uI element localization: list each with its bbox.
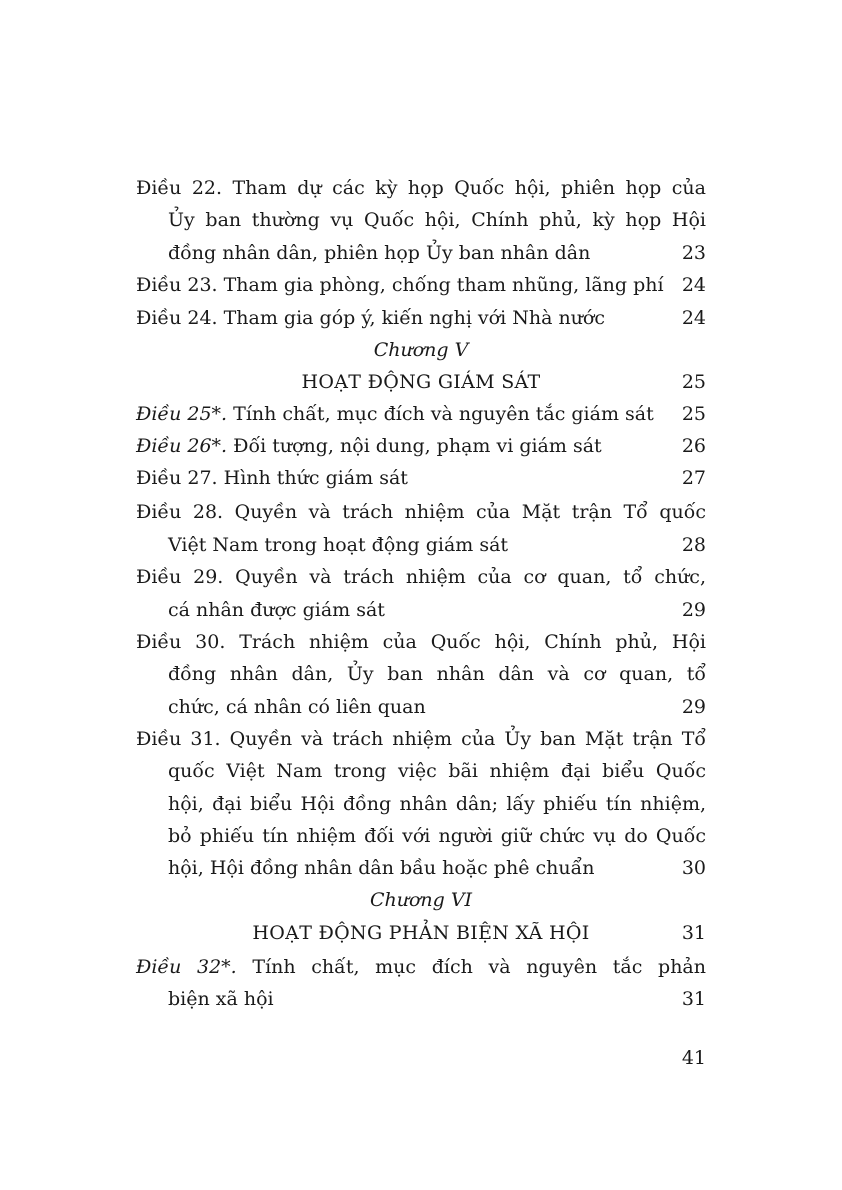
chapter-6-title: HOẠT ĐỘNG PHẢN BIỆN XÃ HỘI 31 bbox=[136, 917, 706, 949]
toc-entry-24: Điều 24. Tham gia góp ý, kiến nghị với Nhà nước 24 bbox=[136, 302, 706, 334]
toc-entry-30-line-2: đồng nhân dân, Ủy ban nhân dân và cơ quan, tổ bbox=[168, 663, 706, 685]
page-number: 31 bbox=[681, 922, 706, 944]
toc-entry-22-line-3: đồng nhân dân, phiên họp Ủy ban nhân dân 23 bbox=[168, 237, 706, 269]
toc-entry-22-line-2: Ủy ban thường vụ Quốc hội, Chính phủ, kỳ họp Hội bbox=[168, 209, 706, 231]
page-folio: 41 bbox=[681, 1047, 706, 1069]
toc-entry-26: Điều 26*. Đối tượng, nội dung, phạm vi giám sát 26 bbox=[136, 430, 706, 462]
toc-entry-28-line-2: Việt Nam trong hoạt động giám sát 28 bbox=[168, 529, 706, 561]
toc-entry-29-line-2: cá nhân được giám sát 29 bbox=[168, 594, 706, 626]
chapter-6-label: Chương VI bbox=[369, 889, 473, 911]
page-number: 25 bbox=[681, 403, 706, 425]
page-number: 31 bbox=[681, 988, 706, 1010]
toc-entry-31-line-3: hội, đại biểu Hội đồng nhân dân; lấy phiếu tín nhiệm, bbox=[168, 793, 706, 815]
toc-entry-25: Điều 25*. Tính chất, mục đích và nguyên tắc giám sát 25 bbox=[136, 398, 706, 430]
toc-entry-27: Điều 27. Hình thức giám sát 27 bbox=[136, 462, 706, 494]
chapter-5-label: Chương V bbox=[373, 339, 469, 361]
toc-entry-31-line-1: Điều 31. Quyền và trách nhiệm của Ủy ban Mặt trận Tổ bbox=[136, 728, 706, 750]
page-number: 23 bbox=[681, 242, 706, 264]
toc-entry-31-line-2: quốc Việt Nam trong việc bãi nhiệm đại biểu Quốc bbox=[168, 760, 706, 782]
toc-entry-28-line-1: Điều 28. Quyền và trách nhiệm của Mặt trận Tổ quốc bbox=[136, 501, 706, 523]
toc-entry-22-line-1: Điều 22. Tham dự các kỳ họp Quốc hội, phiên họp của bbox=[136, 177, 706, 199]
page-number: 26 bbox=[681, 435, 706, 457]
toc-entry-31-line-4: bỏ phiếu tín nhiệm đối với người giữ chức vụ do Quốc bbox=[168, 825, 706, 847]
toc-entry-29-line-1: Điều 29. Quyền và trách nhiệm của cơ quan, tổ chức, bbox=[136, 566, 706, 588]
page-number: 29 bbox=[681, 599, 706, 621]
page-number: 27 bbox=[681, 467, 706, 489]
toc-entry-32-line-2: biện xã hội 31 bbox=[168, 983, 706, 1015]
toc-entry-31-line-5: hội, Hội đồng nhân dân bầu hoặc phê chuẩn 30 bbox=[168, 852, 706, 884]
page-number: 25 bbox=[681, 371, 706, 393]
page-number: 24 bbox=[681, 307, 706, 329]
page-number: 28 bbox=[681, 534, 706, 556]
page-number: 24 bbox=[681, 274, 706, 296]
toc-entry-30-line-1: Điều 30. Trách nhiệm của Quốc hội, Chính phủ, Hội bbox=[136, 631, 706, 653]
toc-entry-32-line-1: Điều 32*. Tính chất, mục đích và nguyên tắc phản bbox=[136, 956, 706, 978]
chapter-5-title: HOẠT ĐỘNG GIÁM SÁT 25 bbox=[136, 366, 706, 398]
page-number: 29 bbox=[681, 696, 706, 718]
toc-entry-23: Điều 23. Tham gia phòng, chống tham nhũng, lãng phí 24 bbox=[136, 269, 706, 301]
page-number: 30 bbox=[681, 857, 706, 879]
toc-entry-30-line-3: chức, cá nhân có liên quan 29 bbox=[168, 691, 706, 723]
